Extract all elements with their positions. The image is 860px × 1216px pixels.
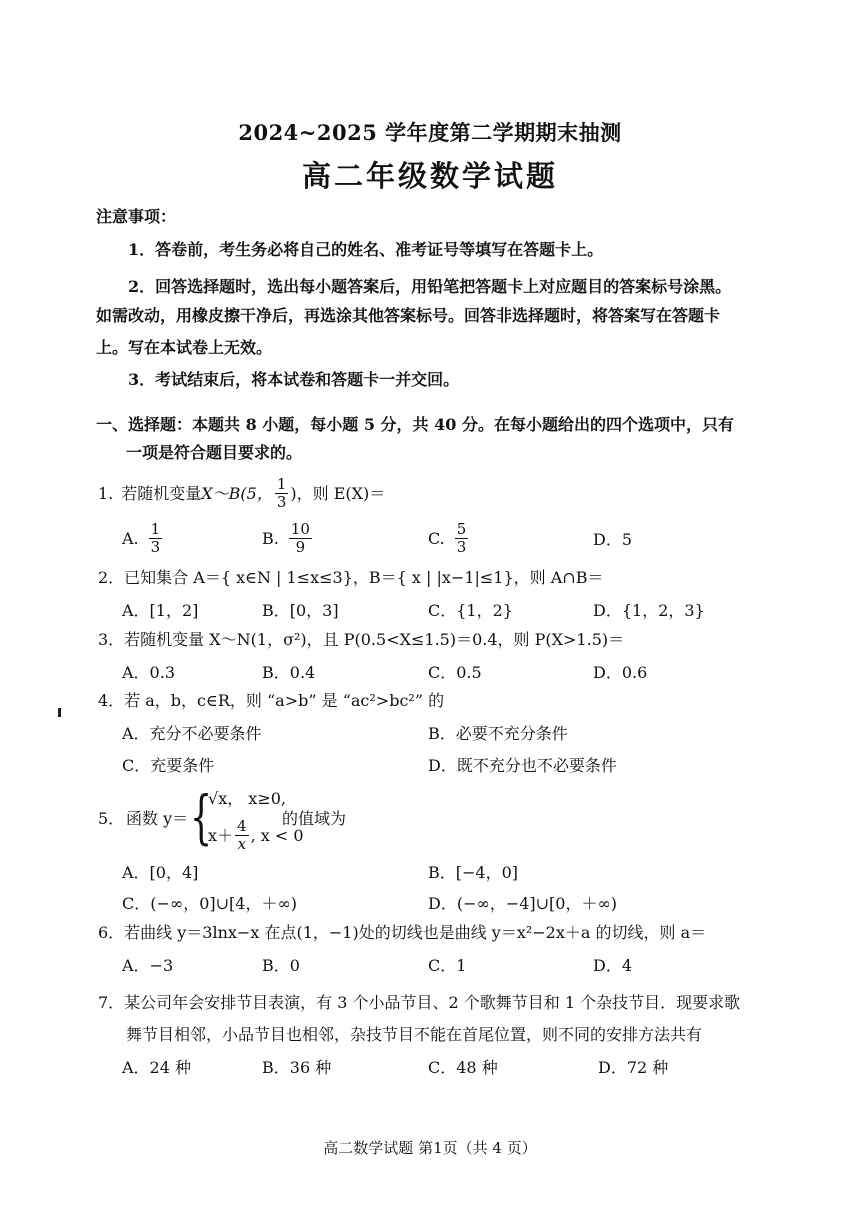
question-4-stem: 4．若 a，b，c∈R，则 “a>b” 是 “ac²>bc²” 的 — [98, 691, 445, 710]
question-1-option-c-label: C. — [428, 529, 445, 548]
question-2-option-c: C．{1，2} — [428, 601, 513, 620]
question-5-post: 的值域为 — [282, 809, 347, 828]
question-1-stem — [98, 476, 385, 511]
notice-item-2-line-2: 如需改动，用橡皮擦干净后，再选涂其他答案标号。回答非选择题时，将答案写在答题卡 — [96, 306, 721, 325]
question-4-option-a: A．充分不必要条件 — [122, 724, 262, 743]
notice-heading: 注意事项： — [96, 207, 177, 226]
question-5-option-d: D．(−∞，−4]∪[0，＋∞) — [428, 894, 618, 913]
question-1-fraction-num: 1 — [276, 475, 287, 493]
question-2-option-b: B．[0，3] — [262, 601, 339, 620]
question-5-case-1: √x， x≥0, — [208, 789, 287, 808]
question-5-case-2-num: 4 — [237, 817, 247, 835]
question-5-option-a: A．[0，4] — [122, 863, 199, 882]
question-3-option-b: B．0.4 — [262, 663, 316, 682]
question-7-stem-line-2: 舞节目相邻，小品节目也相邻，杂技节目不能在首尾位置，则不同的安排方法共有 — [126, 1025, 703, 1044]
question-4-option-d: D．既不充分也不必要条件 — [428, 756, 617, 775]
question-1-option-a-den: 3 — [150, 538, 161, 556]
question-1-option-c — [428, 521, 470, 556]
question-1-number: 1. — [98, 483, 114, 503]
question-5-pre: 函数 y＝ — [126, 809, 189, 828]
question-1-option-c-num: 5 — [456, 520, 467, 538]
question-1-option-b-label: B. — [262, 529, 279, 548]
question-1-option-a — [122, 521, 164, 556]
question-3-option-c: C．0.5 — [428, 663, 482, 682]
question-4-option-b: B．必要不充分条件 — [428, 724, 568, 743]
question-1-option-b — [262, 521, 314, 556]
question-1-dist: X～B(5， — [201, 483, 273, 503]
question-5-option-b: B．[−4，0] — [428, 863, 519, 882]
question-5-option-c: C．(−∞，0]∪[4，＋∞) — [122, 894, 298, 913]
question-7-option-d: D．72 种 — [598, 1058, 669, 1077]
question-5-number: 5． — [98, 809, 125, 828]
notice-item-1: 1．答卷前，考生务必将自己的姓名、准考证号等填写在答题卡上。 — [128, 240, 604, 259]
exam-title: 2024~2025 学年度第二学期期末抽测 — [238, 120, 622, 145]
question-5-case-2-den: x — [237, 835, 247, 853]
question-6-option-b: B．0 — [262, 956, 300, 975]
question-1-post: )，则 E(X)＝ — [290, 483, 386, 503]
question-1-pre: 若随机变量 — [121, 483, 202, 503]
section-1-instruction-line-2: 一项是符合题目要求的。 — [126, 443, 303, 462]
question-5-case-2-pre: x＋ — [208, 825, 234, 845]
question-4-option-c: C．充要条件 — [122, 756, 215, 775]
question-7-option-b: B．36 种 — [262, 1058, 332, 1077]
question-7-stem-line-1: 7．某公司年会安排节目表演，有 3 个小品节目、2 个歌舞节目和 1 个杂技节目．现要求歌 — [98, 993, 741, 1012]
question-6-option-d: D．4 — [593, 956, 633, 975]
question-1-option-d: D．5 — [593, 530, 633, 549]
notice-item-2-line-1: 2．回答选择题时，选出每小题答案后，用铅笔把答题卡上对应题目的答案标号涂黑。 — [128, 277, 732, 296]
question-2-option-d: D．{1，2，3} — [593, 601, 705, 620]
scan-mark — [58, 708, 61, 717]
question-6-option-c: C．1 — [428, 956, 467, 975]
question-1-option-c-den: 3 — [456, 538, 467, 556]
question-5-brace: { — [190, 783, 213, 851]
page-footer: 高二数学试题 第1页（共 4 页） — [323, 1139, 537, 1157]
question-5-case-2-post: , x < 0 — [250, 825, 304, 845]
question-2-option-a: A．[1，2] — [122, 601, 199, 620]
question-1-fraction — [275, 476, 289, 511]
question-3-stem: 3．若随机变量 X～N(1，σ²)，且 P(0.5<X≤1.5)＝0.4，则 P(X>1.5)＝ — [98, 630, 625, 649]
question-6-stem: 6．若曲线 y＝3lnx−x 在点(1，−1)处的切线也是曲线 y＝x²−2x＋a 的切线，则 a＝ — [98, 923, 707, 942]
question-1-fraction-den: 3 — [276, 493, 287, 511]
question-1-option-a-label: A. — [122, 529, 139, 548]
question-6-option-a: A．−3 — [122, 956, 174, 975]
question-1-option-a-num: 1 — [150, 520, 161, 538]
question-1-option-b-num: 10 — [290, 520, 310, 538]
notice-item-3: 3．考试结束后，将本试卷和答题卡一并交回。 — [128, 370, 460, 389]
subject-title: 高二年级数学试题 — [301, 159, 558, 193]
question-2-stem: 2．已知集合 A＝{ x∈N | 1≤x≤3}，B＝{ x | |x−1|≤1}，则 A∩B＝ — [98, 568, 604, 587]
question-7-option-c: C．48 种 — [428, 1058, 498, 1077]
question-7-option-a: A．24 种 — [122, 1058, 192, 1077]
notice-item-2-line-3: 上。写在本试卷上无效。 — [96, 338, 273, 357]
question-3-option-a: A．0.3 — [122, 663, 176, 682]
section-1-instruction-line-1: 一、选择题：本题共 8 小题，每小题 5 分，共 40 分。在每小题给出的四个选项中，只有 — [96, 415, 734, 434]
question-1-option-b-den: 9 — [295, 538, 306, 556]
question-3-option-d: D．0.6 — [593, 663, 648, 682]
